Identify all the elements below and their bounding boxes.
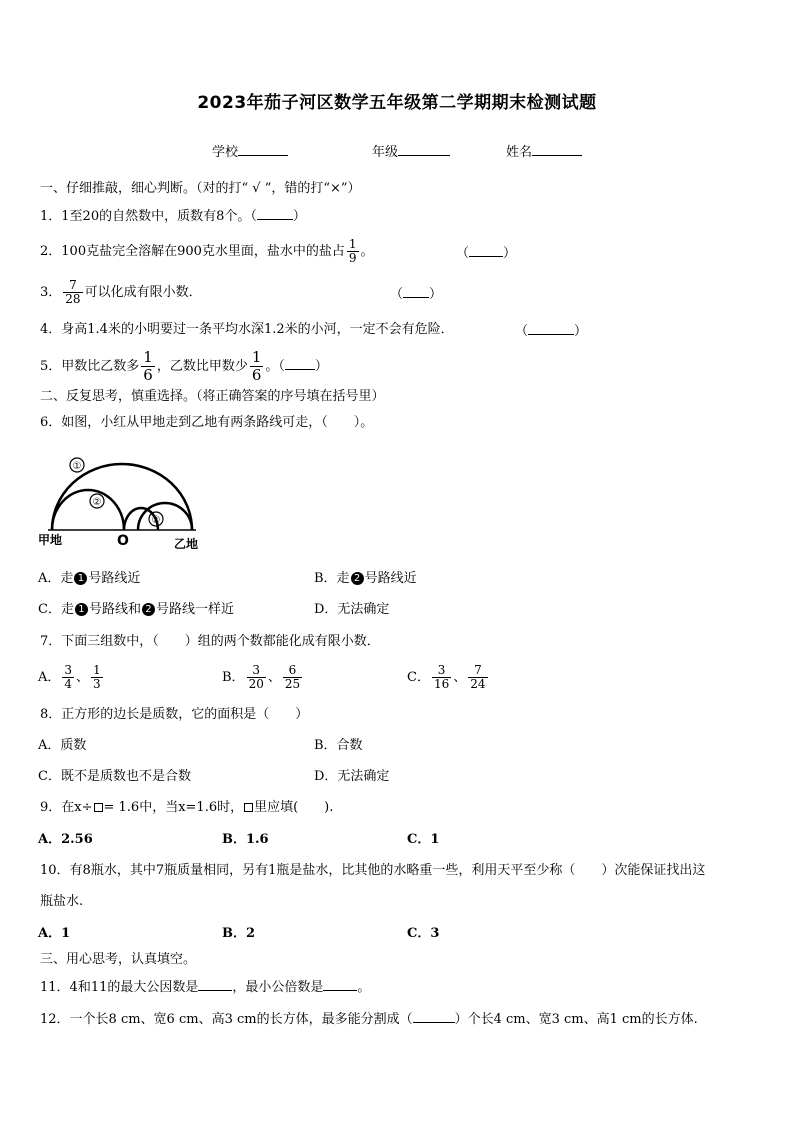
name-blank (532, 142, 582, 156)
q3-close: ） (429, 287, 443, 302)
circle-number-icon: 2 (351, 572, 364, 585)
q11-blank-gcd (198, 977, 232, 991)
q8-option-c: C．既不是质数也不是合数 (38, 769, 191, 784)
q7-a-label: A． (38, 670, 61, 685)
q2-answer-blank (469, 243, 503, 257)
q7-b-frac-2: $\frac{6}{25}$ (284, 663, 301, 691)
circle-number-icon: 2 (142, 603, 155, 616)
q7-c-frac-1: $\frac{3}{16}$ (433, 663, 450, 691)
q5-answer-blank (285, 356, 315, 370)
origin-label: O (117, 533, 129, 549)
question-3 (40, 276, 202, 310)
q3-open: （ (390, 287, 404, 302)
q7-b-frac-1: $\frac{3}{20}$ (248, 663, 264, 691)
q12-pre: 12．一个长8 cm、宽6 cm、高3 cm的长方体，最多能分割成（ (40, 1012, 413, 1027)
q7-option-a (38, 660, 105, 696)
q10-option-c: C．3 (407, 926, 440, 941)
q4-open: （ (515, 324, 529, 339)
q9-option-c: C．1 (407, 832, 440, 847)
section-1-heading: 一、仔细推敲，细心判断。（对的打“ √ ”，错的打“×”） (40, 181, 361, 196)
q1-close: ） (292, 209, 306, 224)
q11-pre: 11．4和11的最大公因数是 (40, 980, 199, 995)
q9-post: 里应填( ). (254, 800, 334, 815)
grade-label: 年级 (372, 145, 399, 160)
q10-option-b: B．2 (222, 926, 256, 941)
q11-post: 。 (357, 980, 371, 995)
q5-fraction-2: $\frac{1}{6}$ (251, 348, 262, 384)
q9-pre: 9．在x÷ (40, 800, 93, 815)
q3-label: 3． (40, 285, 62, 300)
grade-field (372, 141, 450, 160)
q5-post: 。（ (265, 359, 285, 374)
name-label: 姓名 (506, 145, 533, 160)
q6-b-pre: B．走 (314, 571, 350, 586)
q4-text: 4．身高1.4米的小明要过一条平均水深1.2米的小河，一定不会有危险． (40, 322, 454, 337)
question-6: 6．如图，小红从甲地走到乙地有两条路线可走，（ ）。 (40, 415, 374, 430)
q6-a-post: 号路线近 (88, 571, 141, 586)
q12-blank (413, 1009, 455, 1023)
q6-c-mid: 号路线和 (88, 602, 141, 617)
q2-answer (456, 243, 516, 263)
question-8: 8．正方形的边长是质数，它的面积是（ ） (40, 707, 309, 722)
q6-option-c (38, 601, 234, 619)
q2-fraction: $\frac{1}{9}$ (348, 237, 357, 265)
q6-option-a (38, 570, 140, 588)
q8-option-d: D．无法确定 (314, 769, 390, 784)
q7-a-frac-1: $\frac{3}{4}$ (64, 663, 73, 691)
page-title: 2023年茄子河区数学五年级第二学期期末检测试题 (197, 93, 597, 113)
route-1-label: ① (72, 461, 82, 472)
route-diagram (34, 452, 214, 552)
q5-text: 5．甲数比乙数多 (40, 359, 140, 374)
section-3-heading: 三、用心思考，认真填空。 (40, 952, 197, 967)
question-2 (40, 235, 374, 269)
q1-answer-blank (257, 206, 293, 220)
q2-open: （ (456, 246, 470, 261)
route-2-label-a: ② (92, 497, 102, 508)
square-box-icon (94, 803, 103, 812)
q9-option-b: B．1.6 (222, 832, 269, 847)
question-10-line-1: 10．有8瓶水，其中7瓶质量相同，另有1瓶是盐水，比其他的水略重一些，利用天平至少称（ ）次能保证找出这 (40, 863, 706, 878)
question-10-line-2: 瓶盐水. (40, 894, 84, 909)
q7-b-sep: 、 (267, 670, 281, 685)
q6-c-pre: C．走 (38, 602, 74, 617)
end-label: 乙地 (174, 537, 199, 551)
question-1 (40, 206, 306, 226)
q6-option-d: D．无法确定 (314, 602, 390, 617)
q9-mid: = 1.6中，当x=1.6时， (103, 800, 244, 815)
q7-b-label: B． (222, 670, 245, 685)
q7-a-sep: 、 (76, 670, 90, 685)
question-5 (40, 347, 328, 387)
q5-close: ） (314, 359, 328, 374)
q6-a-pre: A．走 (38, 571, 74, 586)
grade-blank (398, 142, 450, 156)
route-2-label-b: ② (151, 515, 161, 526)
q11-mid: ，最小公倍数是 (232, 980, 324, 995)
q7-option-c (407, 660, 490, 696)
section-2-heading: 二、反复思考，慎重选择。（将正确答案的序号填在括号里） (40, 389, 385, 404)
circle-number-icon: 1 (75, 603, 88, 616)
start-label: 甲地 (38, 533, 63, 547)
q6-b-post: 号路线近 (364, 571, 417, 586)
q1-text: 1．1至20的自然数中，质数有8个。（ (40, 209, 257, 224)
question-12 (40, 1009, 698, 1029)
q7-c-sep: 、 (453, 670, 467, 685)
q2-text: 2．100克盐完全溶解在900克水里面，盐水中的盐占 (40, 244, 345, 259)
question-9 (40, 799, 333, 817)
route-2-arc-small (138, 503, 192, 530)
q4-answer-blank (528, 321, 574, 335)
school-blank (238, 142, 288, 156)
q5-mid: ，乙数比甲数少 (156, 359, 248, 374)
question-7: 7．下面三组数中，（ ）组的两个数都能化成有限小数． (40, 634, 380, 649)
q7-c-frac-2: $\frac{7}{24}$ (470, 663, 486, 691)
q2-post: 。 (360, 244, 374, 259)
q5-fraction-1: $\frac{1}{6}$ (143, 348, 153, 384)
q11-blank-lcm (323, 977, 357, 991)
q8-option-a: A．质数 (38, 738, 87, 753)
q12-post: ）个长4 cm、宽3 cm、高1 cm的长方体. (454, 1012, 698, 1027)
q3-text: 可以化成有限小数． (84, 285, 202, 300)
q2-close: ） (503, 246, 517, 261)
q4-close: ） (574, 324, 588, 339)
question-4 (40, 321, 454, 339)
q7-c-label: C． (407, 670, 430, 685)
q9-option-a: A．2.56 (38, 832, 93, 847)
q6-c-post: 号路线一样近 (155, 602, 234, 617)
school-field (212, 141, 288, 160)
q10-option-a: A．1 (38, 926, 71, 941)
q3-answer-blank (403, 284, 429, 298)
q7-option-b (222, 660, 304, 696)
q4-answer (515, 321, 587, 341)
question-11 (40, 977, 370, 997)
circle-number-icon: 1 (74, 572, 87, 585)
q8-option-b: B．合数 (314, 738, 363, 753)
q3-answer (390, 284, 442, 304)
q6-option-b (314, 570, 417, 588)
q3-fraction: $\frac{7}{28}$ (65, 278, 81, 306)
square-box-icon (244, 803, 253, 812)
name-field (506, 141, 582, 160)
school-label: 学校 (212, 145, 239, 160)
q7-a-frac-2: $\frac{1}{3}$ (93, 663, 101, 691)
